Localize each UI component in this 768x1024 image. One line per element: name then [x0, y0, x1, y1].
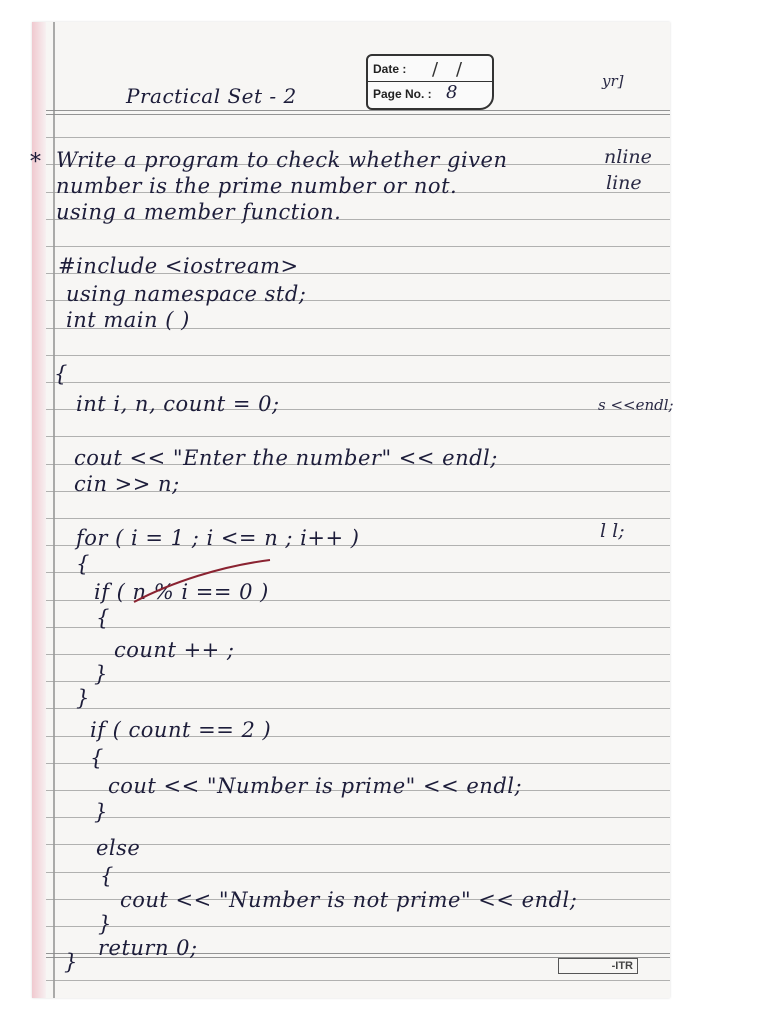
ruled-line — [32, 436, 670, 437]
ruled-line — [32, 355, 670, 356]
ruled-line — [32, 518, 670, 519]
code-line: { — [76, 552, 90, 576]
date-box-divider — [368, 81, 492, 82]
ruled-line — [32, 980, 670, 981]
code-line: return 0; — [98, 936, 198, 960]
ruled-line — [32, 926, 670, 927]
code-line: if ( n % i == 0 ) — [94, 580, 269, 604]
code-line: } — [76, 686, 90, 710]
question-line: Write a program to check whether given — [56, 148, 508, 172]
ruled-line — [32, 110, 670, 115]
date-label: Date : — [373, 62, 407, 76]
underlying-text: l l; — [600, 520, 625, 542]
underlying-text: yr] — [602, 72, 624, 90]
question-bullet: * — [30, 150, 42, 175]
page-number: 8 — [446, 82, 458, 103]
underlying-text: line — [606, 172, 642, 194]
ruled-line — [32, 681, 670, 682]
code-line: } — [64, 950, 78, 974]
ruled-line — [32, 817, 670, 818]
notebook-brand-logo: -ITR — [558, 958, 638, 974]
code-line: using namespace std; — [66, 282, 307, 306]
code-line: else — [96, 836, 141, 860]
date-slash: / — [432, 59, 439, 80]
code-line: { — [100, 864, 114, 888]
code-line: { — [54, 362, 68, 386]
code-line: if ( count == 2 ) — [90, 718, 272, 742]
code-line: } — [94, 800, 108, 824]
code-line: cout << "Number is prime" << endl; — [108, 774, 523, 798]
underlying-text: s <<endl; — [598, 396, 674, 414]
date-page-box — [366, 54, 494, 110]
code-line: { — [90, 746, 104, 770]
ruled-line — [32, 708, 670, 709]
code-line: count ++ ; — [114, 638, 235, 662]
ruled-line — [32, 627, 670, 628]
pen-stroke — [132, 558, 272, 608]
question-line: using a member function. — [56, 200, 342, 224]
code-line: int i, n, count = 0; — [76, 392, 280, 416]
code-line: for ( i = 1 ; i <= n ; i++ ) — [76, 526, 360, 550]
code-line: #include <iostream> — [58, 254, 299, 278]
code-line: cout << "Number is not prime" << endl; — [120, 888, 578, 912]
underlying-text: nline — [604, 146, 652, 168]
ruled-line — [32, 382, 670, 383]
code-line: cin >> n; — [74, 472, 180, 496]
ruled-line — [32, 763, 670, 764]
code-line: int main ( ) — [66, 308, 190, 332]
date-slash: / — [456, 59, 463, 80]
page-label: Page No. : — [373, 87, 432, 101]
code-line: { — [96, 606, 110, 630]
ruled-line — [32, 872, 670, 873]
ruled-line — [32, 572, 670, 573]
page-title: Practical Set - 2 — [126, 84, 297, 108]
margin-line — [53, 22, 55, 998]
ruled-line — [32, 137, 670, 138]
code-line: } — [94, 662, 108, 686]
code-line: cout << "Enter the number" << endl; — [74, 446, 498, 470]
question-line: number is the prime number or not. — [56, 174, 458, 198]
code-line: } — [98, 912, 112, 936]
ruled-line — [32, 246, 670, 247]
